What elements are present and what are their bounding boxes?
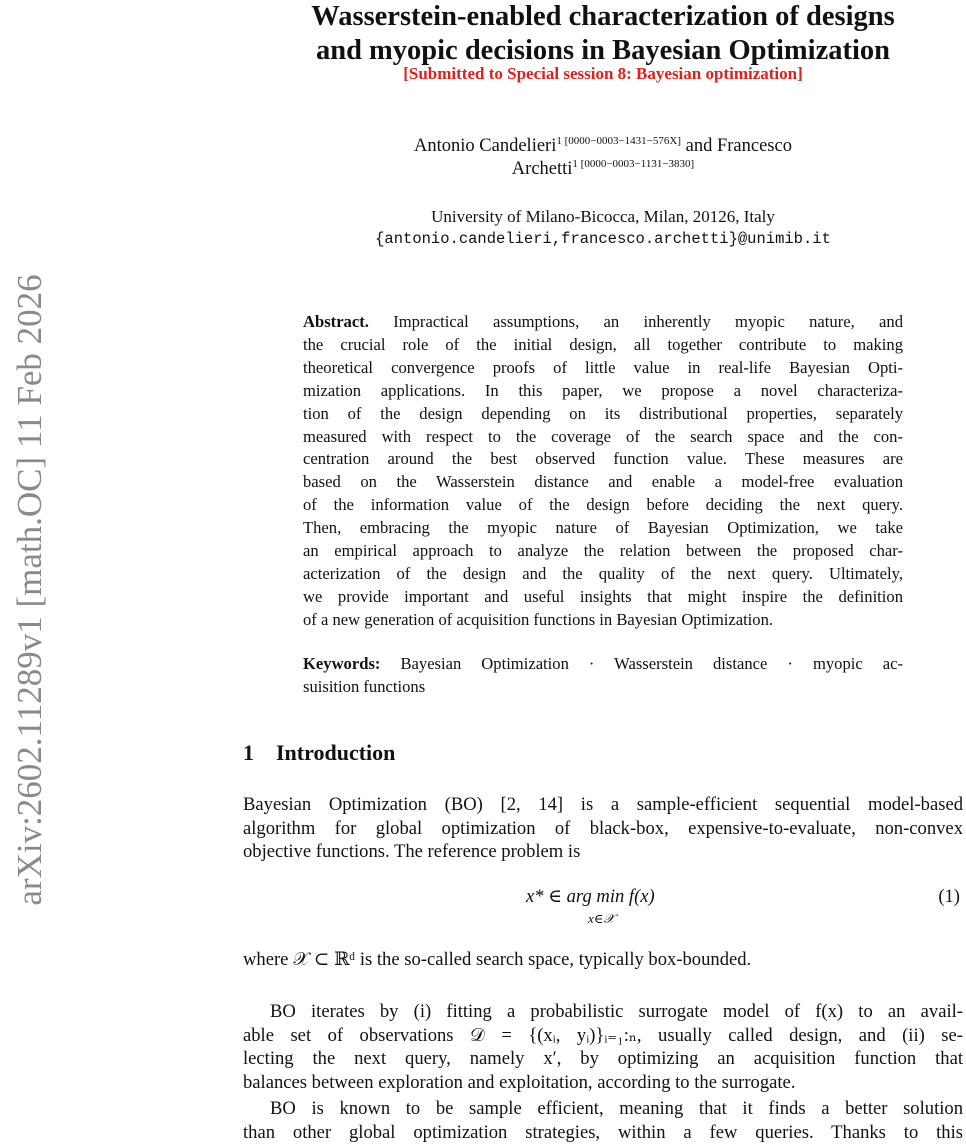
- paragraph: [243, 948, 963, 972]
- label: Abstract.: [303, 312, 369, 331]
- text-line: [303, 426, 903, 449]
- orcid: 1 [0000−0003−1131−3830]: [572, 158, 695, 170]
- paragraph: [243, 1097, 963, 1144]
- section-heading: [243, 740, 395, 766]
- text-line: [303, 380, 903, 403]
- author-name: Antonio Candelieri: [414, 136, 557, 156]
- text-line: [303, 517, 903, 540]
- equation-main: x* ∈ arg min f(x): [526, 886, 655, 907]
- line-text: the crucial role of the initial design, all together contribute to making: [303, 334, 903, 354]
- authors: [243, 135, 963, 181]
- affiliation-block: [243, 205, 963, 251]
- line-text: able set of observations 𝒟 = {(xᵢ, yᵢ)}ᵢ₌₁:ₙ, usually called design, and (ii) se-: [243, 1024, 963, 1046]
- orcid: 1 [0000−0003−1431−576X]: [556, 135, 681, 147]
- line-text: Then, embracing the myopic nature of Bayesian Optimization, we take: [303, 518, 903, 538]
- text-line: [243, 948, 963, 972]
- line-text: Bayesian Optimization (BO) [2, 14] is a sample-efficient sequential model-based: [243, 794, 963, 815]
- text-line: [243, 1000, 963, 1024]
- line-text: based on the Wasserstein distance and enable a model-free evaluation: [303, 472, 903, 492]
- section-title: Introduction: [276, 740, 396, 765]
- title-line: Wasserstein-enabled characterization of designs: [311, 1, 895, 32]
- line-text: acterization of the design and the quality of the next query. Ultimately,: [303, 563, 903, 583]
- line-text: tion of the design depending on its distributional properties, separately: [303, 403, 903, 423]
- text-line: [243, 1024, 963, 1048]
- line-text: measured with respect to the coverage of the search space and the con-: [303, 426, 903, 446]
- line-text: mization applications. In this paper, we propose a novel characteriza-: [303, 380, 903, 400]
- text-line: [303, 609, 903, 632]
- equation: [243, 886, 963, 930]
- line-text: BO is known to be sample efficient, meaning that it finds a better solution: [270, 1098, 963, 1119]
- abstract: [303, 311, 903, 632]
- text-line: [243, 1097, 963, 1121]
- line-text: theoretical convergence proofs of little value in real-life Bayesian Opti-: [303, 357, 903, 377]
- line-text: balances between exploration and exploitation, according to the surrogate.: [243, 1071, 796, 1093]
- line-text: of the information value of the design before deciding the next query.: [303, 495, 903, 515]
- text-line: [303, 448, 903, 471]
- text-line: [303, 653, 903, 676]
- text-line: [303, 334, 903, 357]
- author-name: Archetti: [511, 159, 573, 179]
- text-line: [303, 586, 903, 609]
- text-line: [243, 817, 963, 841]
- text-line: [243, 1047, 963, 1071]
- line-text: algorithm for global optimization of black-box, expensive-to-evaluate, non-convex: [243, 817, 963, 839]
- line-text: we provide important and useful insights that might inspire the definition: [303, 586, 903, 606]
- line-text: than other global optimization strategies, within a few queries. Thanks to this: [243, 1121, 963, 1143]
- submission-note: [Submitted to Special session 8: Bayesian optimization]: [403, 64, 803, 83]
- text-line: [303, 471, 903, 494]
- text-line: [243, 793, 963, 817]
- text-line: [303, 403, 903, 426]
- line-text: centration around the best observed function value. These measures are: [303, 449, 903, 469]
- line-text: of a new generation of acquisition functions in Bayesian Optimization.: [303, 609, 774, 629]
- line-text: Impractical assumptions, an inherently myopic nature, and: [368, 312, 903, 331]
- author-conjunction: and Francesco: [681, 136, 792, 156]
- keywords: [303, 653, 903, 699]
- text-line: [303, 563, 903, 586]
- line-text: lecting the next query, namely x′, by optimizing an acquisition function that: [243, 1048, 963, 1070]
- section-number: 1: [243, 740, 254, 765]
- line-text: suisition functions: [303, 676, 426, 696]
- text-line: [303, 357, 903, 380]
- line-text: Bayesian Optimization · Wasserstein distance · myopic ac-: [380, 654, 903, 673]
- text-line: [303, 311, 903, 334]
- paragraph: [243, 1000, 963, 1094]
- text-line: [243, 1121, 963, 1145]
- arxiv-watermark: arXiv:2602.11289v1 [math.OC] 11 Feb 2026: [10, 274, 49, 906]
- title-line: and myopic decisions in Bayesian Optimization: [315, 35, 891, 66]
- email: {antonio.candelieri,francesco.archetti}@unimib.it: [375, 230, 831, 248]
- paper-title: [243, 0, 963, 68]
- text-line: [243, 840, 963, 864]
- text-line: [303, 540, 903, 563]
- equation-subscript: x∈𝒳: [588, 911, 615, 926]
- affiliation: University of Milano-Bicocca, Milan, 20126, Italy: [431, 207, 775, 226]
- line-text: where 𝒳 ⊂ ℝᵈ is the so-called search space, typically box-bounded.: [243, 949, 752, 970]
- label: Keywords:: [303, 654, 381, 673]
- text-line: [243, 1071, 963, 1095]
- line-text: an empirical approach to analyze the relation between the proposed char-: [303, 541, 903, 561]
- line-text: objective functions. The reference problem is: [243, 841, 581, 863]
- line-text: BO iterates by (i) fitting a probabilistic surrogate model of f(x) to an avail-: [270, 1001, 963, 1022]
- equation-number: (1): [938, 886, 960, 907]
- paragraph: [243, 793, 963, 864]
- text-line: [303, 494, 903, 517]
- text-line: [303, 676, 903, 699]
